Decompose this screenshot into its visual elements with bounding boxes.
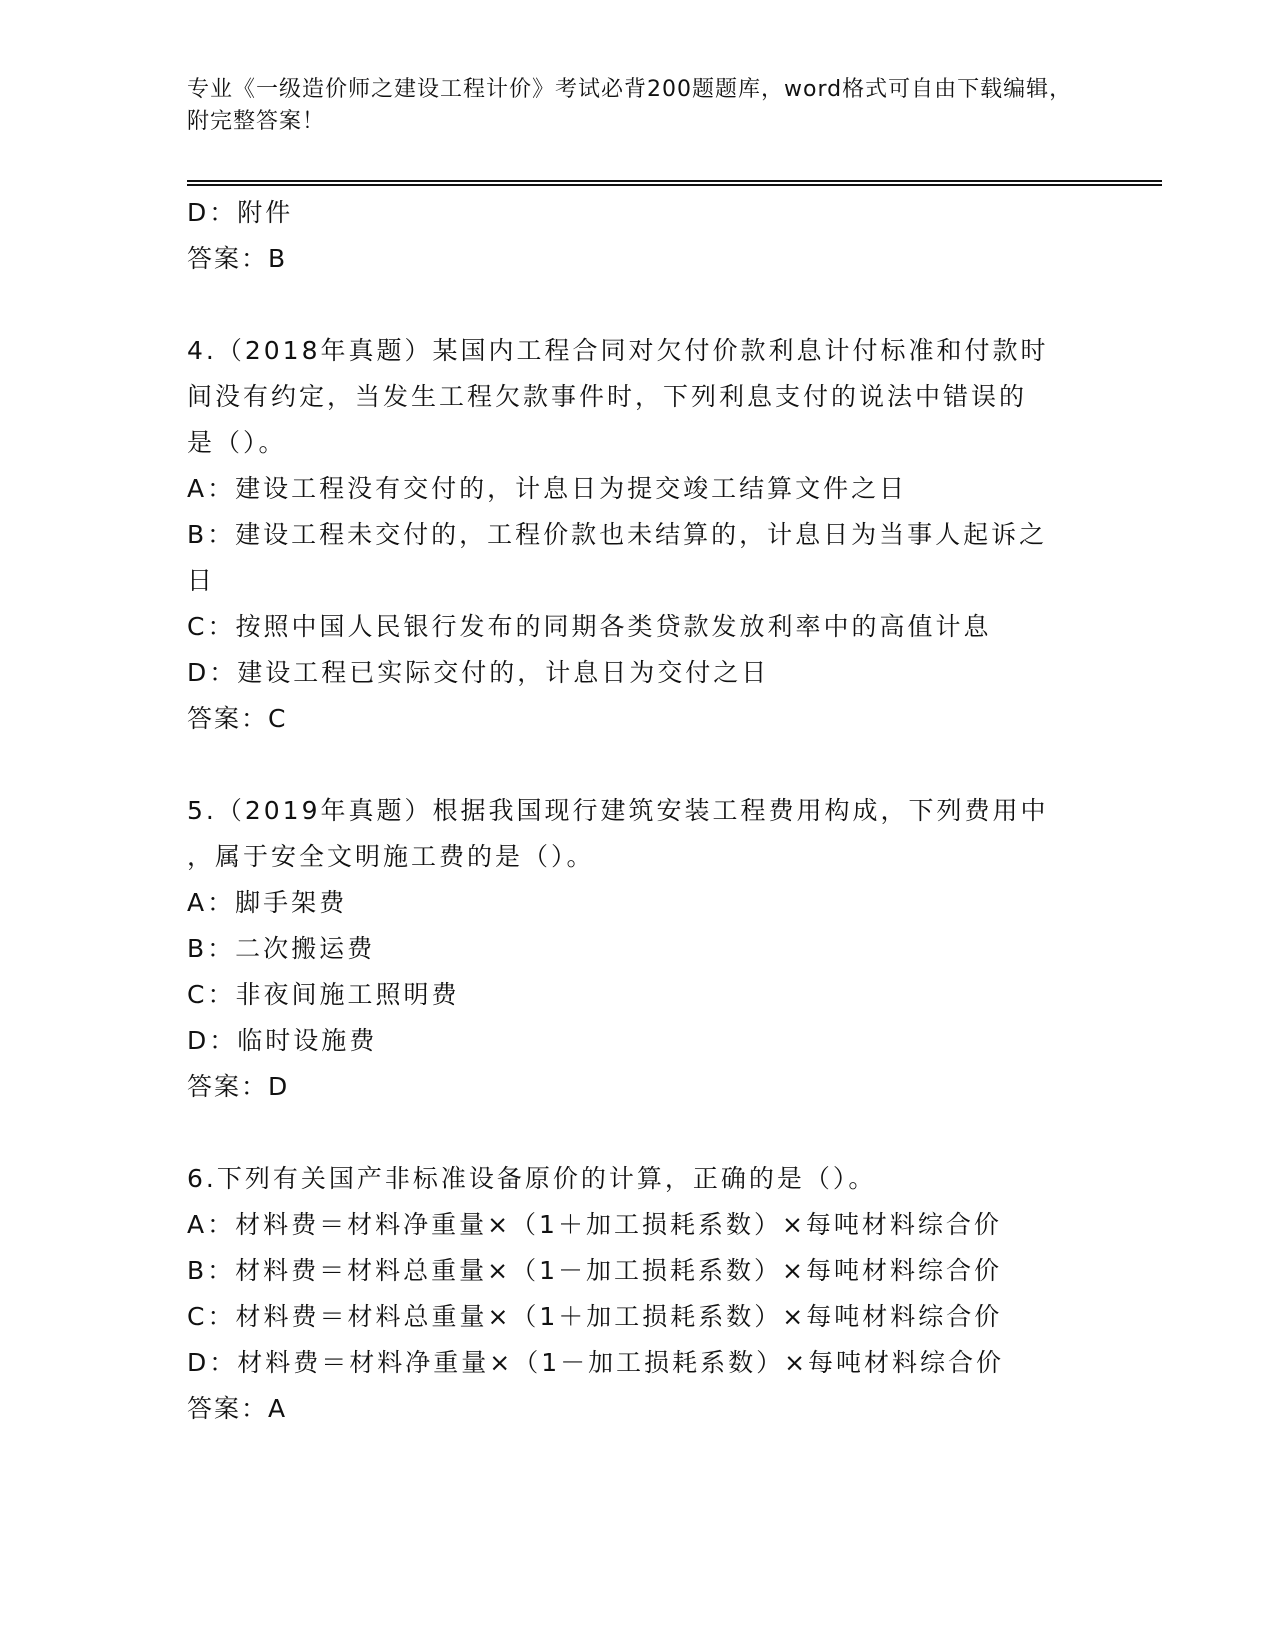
question-5-option-a: A：脚手架费	[187, 888, 348, 917]
question-5-answer: 答案：D	[187, 1072, 290, 1101]
question-4-stem-line: 间没有约定，当发生工程欠款事件时，下列利息支付的说法中错误的	[187, 382, 1028, 411]
document-header: 专业《一级造价师之建设工程计价》考试必背200题题库，word格式可自由下载编辑，附完整答案！	[187, 77, 1073, 134]
question-5-option-b: B：二次搬运费	[187, 934, 376, 963]
prev-question-answer: 答案：B	[187, 244, 288, 273]
question-4-option-d: D：建设工程已实际交付的，计息日为交付之日	[187, 658, 770, 687]
question-5-stem-line: 5.（2019年真题）根据我国现行建筑安装工程费用构成，下列费用中	[187, 796, 1049, 825]
question-4-option-c: C：按照中国人民银行发布的同期各类贷款发放利率中的高值计息	[187, 612, 992, 641]
question-4-option-b: B：建设工程未交付的，工程价款也未结算的，计息日为当事人起诉之	[187, 520, 1048, 549]
question-6-option-c: C：材料费＝材料总重量×（1＋加工损耗系数）×每吨材料综合价	[187, 1302, 1003, 1331]
question-6-option-d: D：材料费＝材料净重量×（1－加工损耗系数）×每吨材料综合价	[187, 1348, 1005, 1377]
question-6-stem-line: 6.下列有关国产非标准设备原价的计算，正确的是（）。	[187, 1164, 877, 1193]
question-6	[187, 1156, 1087, 1432]
header-divider-top	[187, 180, 1162, 182]
question-5-option-c: C：非夜间施工照明费	[187, 980, 460, 1009]
question-4-option-a: A：建设工程没有交付的，计息日为提交竣工结算文件之日	[187, 474, 908, 503]
question-4-stem-line: 4.（2018年真题）某国内工程合同对欠付价款利息计付标准和付款时	[187, 336, 1049, 365]
header-divider-bottom	[187, 184, 1162, 186]
question-4-stem-line: 是（）。	[187, 428, 287, 457]
question-6-answer: 答案：A	[187, 1394, 288, 1423]
question-4	[187, 328, 1087, 742]
question-6-option-a: A：材料费＝材料净重量×（1＋加工损耗系数）×每吨材料综合价	[187, 1210, 1002, 1239]
prev-question-option-d: D：附件	[187, 198, 294, 227]
question-5-option-d: D：临时设施费	[187, 1026, 378, 1055]
question-5-stem-line: ，属于安全文明施工费的是（）。	[187, 842, 595, 871]
question-6-option-b: B：材料费＝材料总重量×（1－加工损耗系数）×每吨材料综合价	[187, 1256, 1002, 1285]
question-5	[187, 788, 1087, 1110]
document-body	[187, 190, 1087, 1432]
question-4-answer: 答案：C	[187, 704, 288, 733]
question-4-option-b-cont: 日	[187, 566, 216, 595]
